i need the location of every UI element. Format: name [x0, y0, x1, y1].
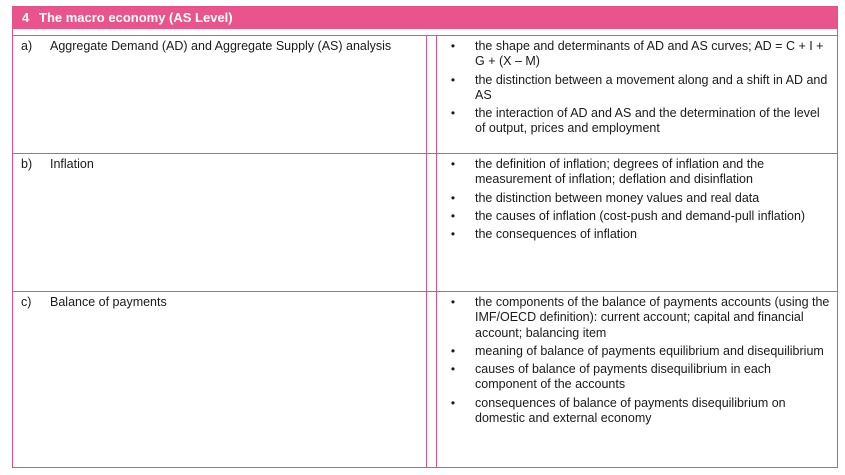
list-item: • the consequences of inflation	[450, 227, 637, 242]
list-item: • meaning of balance of payments equilibrium and disequilibrium	[450, 343, 824, 358]
section-header	[13, 7, 837, 29]
bullet-icon: •	[450, 106, 456, 121]
table-row	[13, 291, 837, 467]
content-cell	[437, 292, 837, 467]
bullet-icon: •	[450, 157, 456, 171]
column-divider	[427, 154, 437, 291]
bullet-icon: •	[450, 190, 456, 205]
section-number: 4	[22, 10, 30, 25]
section-title: The macro economy (AS Level)	[39, 10, 233, 25]
topic-title: Balance of payments	[50, 295, 167, 309]
bullet-icon: •	[450, 39, 456, 53]
list-item: • the shape and determinants of AD and AS curves; AD = C + I + G + (X – M)	[450, 39, 824, 69]
syllabus-table	[12, 6, 838, 468]
list-item: • causes of balance of payments disequilibrium in each component of the accounts	[450, 362, 772, 392]
row-letter: b)	[21, 157, 33, 171]
bullet-icon: •	[450, 362, 456, 377]
list-item: • the causes of inflation (cost-push and demand-pull inflation)	[450, 208, 806, 223]
topic-title: Inflation	[50, 157, 94, 171]
table-row	[13, 153, 837, 291]
column-divider	[427, 36, 437, 153]
point-list	[437, 154, 837, 242]
topic-cell	[13, 36, 427, 153]
list-item: • the distinction between money values and real data	[450, 190, 760, 205]
row-letter: c)	[21, 295, 32, 309]
content-cell	[437, 154, 837, 291]
bullet-icon: •	[450, 295, 456, 309]
topic-cell	[13, 154, 427, 291]
column-divider	[427, 292, 437, 467]
bullet-icon: •	[450, 208, 456, 223]
table-row	[13, 35, 837, 153]
topic-cell	[13, 292, 427, 467]
bullet-icon: •	[450, 395, 456, 410]
list-item: • the components of the balance of payments accounts (using the IMF/OECD definition): current account; capital and financial account; balancing item	[450, 295, 830, 340]
topic-title: Aggregate Demand (AD) and Aggregate Supply (AS) analysis	[50, 39, 392, 53]
content-cell	[437, 36, 837, 153]
list-item: • the distinction between a movement along and a shift in AD and AS	[450, 72, 828, 102]
list-item: • the definition of inflation; degrees of inflation and the measurement of inflation; deflation and disinflation	[450, 157, 765, 187]
bullet-icon: •	[450, 72, 456, 87]
point-list	[437, 292, 837, 426]
bullet-icon: •	[450, 343, 456, 358]
point-list	[437, 36, 837, 137]
row-letter: a)	[21, 39, 33, 53]
bullet-icon: •	[450, 227, 456, 242]
list-item: • the interaction of AD and AS and the determination of the level of output, prices and employment	[450, 106, 820, 136]
list-item: • consequences of balance of payments disequilibrium on domestic and external economy	[450, 395, 786, 426]
